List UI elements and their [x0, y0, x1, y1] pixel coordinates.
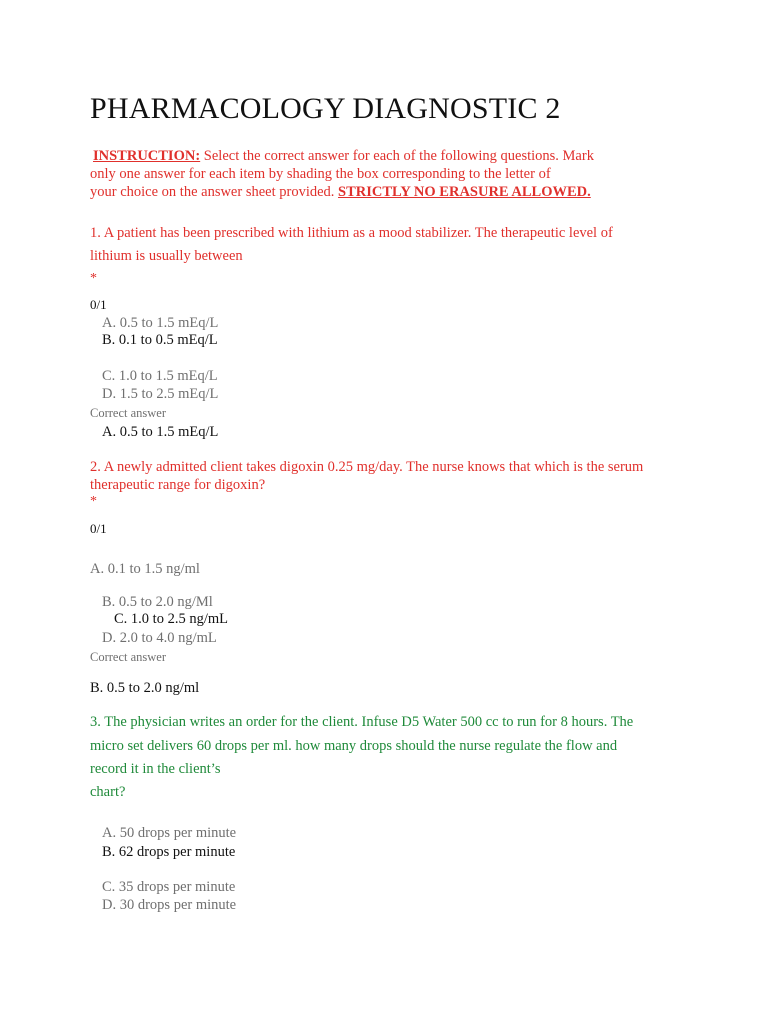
question-2-option-a: A. 0.1 to 1.5 ng/ml [90, 561, 200, 577]
question-2-text-line-2: therapeutic range for digoxin? [90, 477, 266, 493]
question-1-option-a: A. 0.5 to 1.5 mEq/L [102, 315, 219, 331]
question-2-option-d: D. 2.0 to 4.0 ng/mL [102, 630, 217, 646]
question-2-option-b: B. 0.5 to 2.0 ng/Ml [102, 594, 213, 610]
page-title: PHARMACOLOGY DIAGNOSTIC 2 [90, 92, 561, 125]
question-1-text-line-2: lithium is usually between [90, 248, 243, 264]
question-2-correct-answer: B. 0.5 to 2.0 ng/ml [90, 680, 200, 696]
question-1-option-d: D. 1.5 to 2.5 mEq/L [102, 386, 219, 402]
question-3-text-line-4: chart? [90, 784, 126, 800]
instruction-label: INSTRUCTION: [93, 148, 201, 164]
instruction-line-2: only one answer for each item by shading the box corresponding to the letter of [90, 166, 551, 182]
instruction-text-1: Select the correct answer for each of the following questions. Mark [200, 148, 594, 164]
question-2-text-line-1: 2. A newly admitted client takes digoxin 0.25 mg/day. The nurse knows that which is the serum [90, 459, 644, 475]
required-asterisk: * [90, 494, 97, 509]
instruction-text-3: your choice on the answer sheet provided. [90, 184, 339, 200]
question-3-option-c: C. 35 drops per minute [102, 879, 236, 895]
question-3-option-d: D. 30 drops per minute [102, 897, 237, 913]
question-3-text-line-2: micro set delivers 60 drops per ml. how many drops should the nurse regulate the flow and [90, 738, 618, 754]
strict-notice: STRICTLY NO ERASURE ALLOWED. [338, 184, 591, 200]
question-2-score: 0/1 [90, 521, 107, 536]
required-asterisk: * [90, 271, 97, 286]
question-2-option-c-selected: C. 1.0 to 2.5 ng/mL [114, 611, 228, 627]
question-3-text-line-1: 3. The physician writes an order for the client. Infuse D5 Water 500 cc to run for 8 hours. The [90, 714, 634, 730]
instruction-line-3 [90, 184, 591, 201]
question-1-text-line-1: 1. A patient has been prescribed with lithium as a mood stabilizer. The therapeutic level of [90, 225, 613, 241]
question-3-text-line-3: record it in the client’s [90, 761, 221, 777]
instruction-line-1 [93, 148, 594, 165]
question-1-correct-answer: A. 0.5 to 1.5 mEq/L [102, 424, 219, 440]
question-2-correct-label: Correct answer [90, 650, 167, 664]
question-3-option-b-selected: B. 62 drops per minute [102, 844, 236, 860]
question-1-correct-label: Correct answer [90, 406, 167, 420]
question-1-score: 0/1 [90, 297, 107, 312]
question-1-option-c: C. 1.0 to 1.5 mEq/L [102, 368, 218, 384]
question-3-option-a: A. 50 drops per minute [102, 825, 237, 841]
question-1-option-b-selected: B. 0.1 to 0.5 mEq/L [102, 332, 218, 348]
